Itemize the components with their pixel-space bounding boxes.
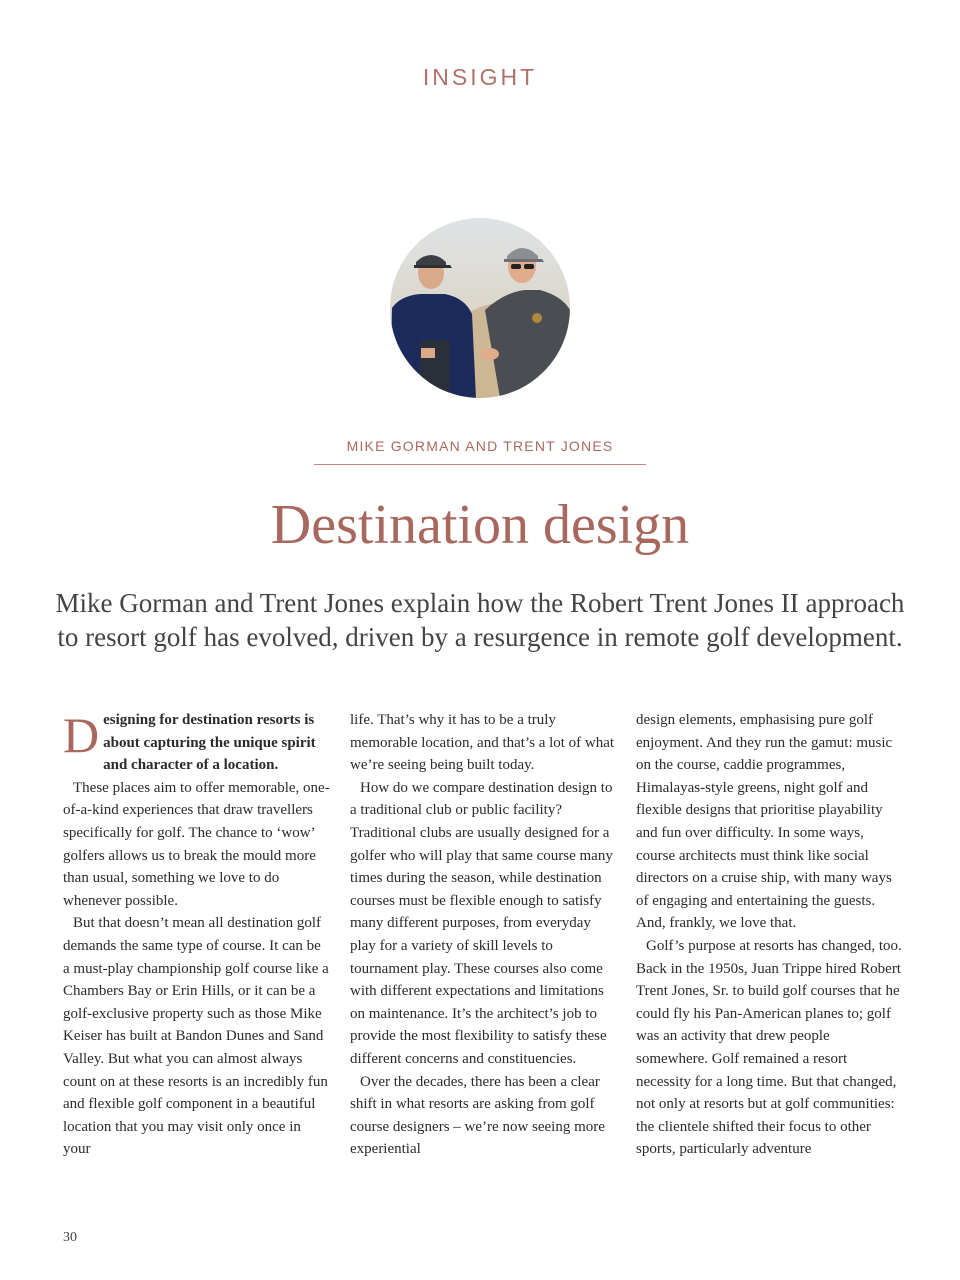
- section-label: INSIGHT: [422, 64, 538, 90]
- article-column-2: [350, 709, 618, 1161]
- paragraph: But that doesn’t mean all destination golf demands the same type of course. It can be a must-play championship golf course like a Chambers Bay or Erin Hills, or it can be a golf-exclusive property such as those Mike Keiser has built at Bandon Dunes and Sand Valley. But what you can almost always count on at these resorts is an incredibly fun and flexible golf component in a beautiful location that you may visit only once in your: [63, 915, 329, 1158]
- headline: Destination design: [270, 494, 690, 556]
- paragraph: Golf’s purpose at resorts has changed, too. Back in the 1950s, Juan Trippe hired Robert Trent Jones, Sr. to build golf courses that he could fly his Pan-American planes to; golf was an activity that drew people somewhere. Golf remained a resort necessity for a long time. But that changed, not only at resorts but at golf communities: the clientele shifted their focus to other sports, particularly adventure: [636, 937, 902, 1158]
- lead-paragraph: [63, 709, 331, 777]
- article-column-3: [636, 709, 904, 1161]
- paragraph: life. That’s why it has to be a truly memorable location, and that’s a lot of what we’re seeing being built today.: [350, 712, 615, 774]
- drop-cap: D: [63, 707, 100, 763]
- paragraph: How do we compare destination design to a traditional club or public facility? Traditional clubs are usually designed for a golfer who will play that same course many times during the season, while destination courses must be flexible enough to satisfy many different purposes, from everyday play for a variety of skill levels to tournament play. These courses also come with different expectations and limitations on maintenance. It’s the architect’s job to provide the most flexibility to satisfy these different concerns and constituencies.: [350, 779, 613, 1067]
- article-column-1: [63, 709, 331, 1161]
- page-number: 30: [63, 1230, 77, 1245]
- portrait-photo: [390, 218, 570, 398]
- lead-text: esigning for destination resorts is about capturing the unique spirit and character of a location.: [103, 712, 316, 774]
- byline: MIKE GORMAN AND TRENT JONES: [314, 438, 646, 465]
- paragraph: These places aim to offer memorable, one-of-a-kind experiences that draw travellers specifically for golf. The chance to ‘wow’ golfers allows us to break the mould more than usual, something we love to do whenever possible.: [63, 779, 330, 909]
- paragraph: design elements, emphasising pure golf enjoyment. And they run the gamut: music on the course, caddie programmes, Himalayas-style greens, night golf and flexible designs that prioritise playability and fun over difficulty. In some ways, course architects must think like social directors on a cruise ship, with many ways of engaging and entertaining the guests. And, frankly, we love that.: [636, 712, 893, 932]
- standfirst: Mike Gorman and Trent Jones explain how the Robert Trent Jones II approach to resort golf has evolved, driven by a resurgence in remote golf development.: [55, 588, 905, 652]
- paragraph: Over the decades, there has been a clear shift in what resorts are asking from golf course designers – we’re now seeing more experiential: [350, 1073, 605, 1158]
